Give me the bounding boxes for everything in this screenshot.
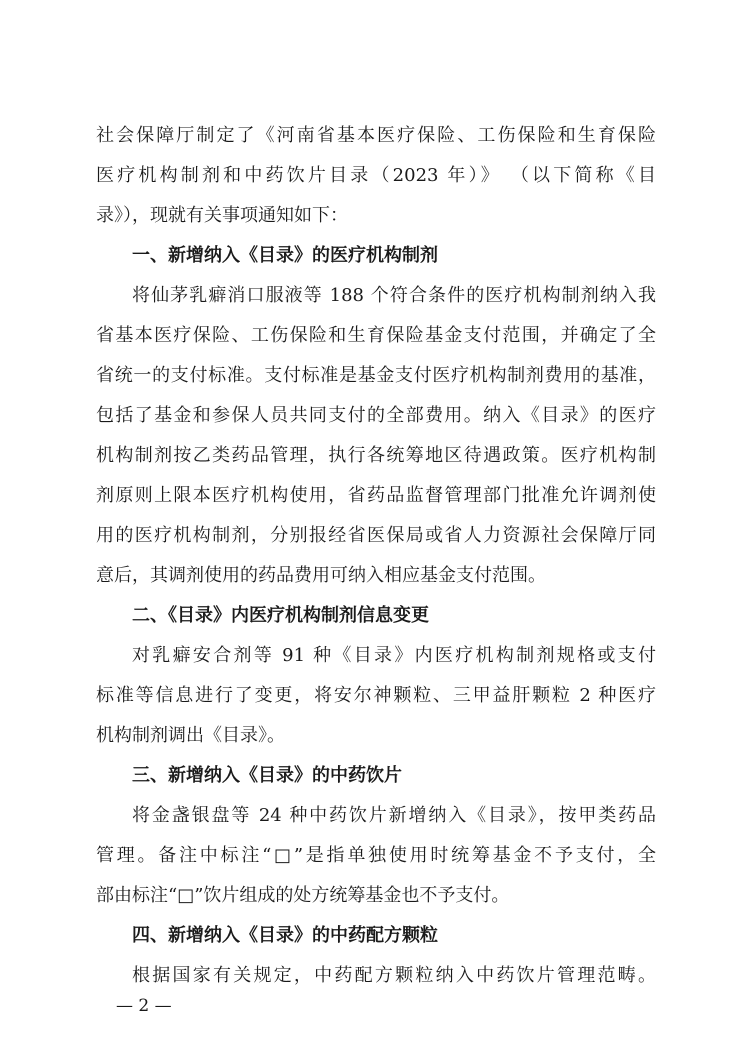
paragraph-line: 将金盏银盘等 24 种中药饮片新增纳入《目录》，按甲类药品 xyxy=(132,805,656,826)
section-heading-4: 四、新增纳入《目录》的中药配方颗粒 xyxy=(132,925,438,946)
paragraph-line: 用的医疗机构制剂，分别报经省医保局或省人力资源社会保障厅同 xyxy=(96,525,656,546)
paragraph-line: 标准等信息进行了变更，将安尔神颗粒、三甲益肝颗粒 2 种医疗 xyxy=(96,685,656,706)
paragraph-line: 部由标注“□”饮片组成的处方统筹基金也不予支付。 xyxy=(96,885,510,906)
paragraph-line: 机构制剂按乙类药品管理，执行各统筹地区待遇政策。医疗机构制 xyxy=(96,445,656,466)
page-number: — 2 — xyxy=(116,996,172,1016)
paragraph-line: 将仙茅乳癖消口服液等 188 个符合条件的医疗机构制剂纳入我 xyxy=(132,285,656,306)
paragraph-line: 对乳癖安合剂等 91 种《目录》内医疗机构制剂规格或支付 xyxy=(132,645,656,666)
intro-line: 医疗机构制剂和中药饮片目录（2023 年）》 （以下简称《目 xyxy=(96,165,656,186)
intro-line: 录》），现就有关事项通知如下： xyxy=(96,205,348,226)
paragraph-line: 包括了基金和参保人员共同支付的全部费用。纳入《目录》的医疗 xyxy=(96,405,656,426)
paragraph-line: 省基本医疗保险、工伤保险和生育保险基金支付范围，并确定了全 xyxy=(96,325,656,346)
section-heading-1: 一、新增纳入《目录》的医疗机构制剂 xyxy=(132,245,438,266)
paragraph-line: 意后，其调剂使用的药品费用可纳入相应基金支付范围。 xyxy=(96,565,546,586)
intro-line: 社会保障厅制定了《河南省基本医疗保险、工伤保险和生育保险 xyxy=(96,125,656,146)
paragraph-line: 根据国家有关规定，中药配方颗粒纳入中药饮片管理范畴。 xyxy=(132,965,656,986)
section-heading-3: 三、新增纳入《目录》的中药饮片 xyxy=(132,765,402,786)
section-heading-2: 二、《目录》内医疗机构制剂信息变更 xyxy=(132,605,429,626)
paragraph-line: 机构制剂调出《目录》。 xyxy=(96,725,285,746)
paragraph-line: 管理。备注中标注“□”是指单独使用时统筹基金不予支付，全 xyxy=(96,845,656,866)
paragraph-line: 剂原则上限本医疗机构使用，省药品监督管理部门批准允许调剂使 xyxy=(96,485,656,506)
paragraph-line: 省统一的支付标准。支付标准是基金支付医疗机构制剂费用的基准， xyxy=(96,365,656,386)
